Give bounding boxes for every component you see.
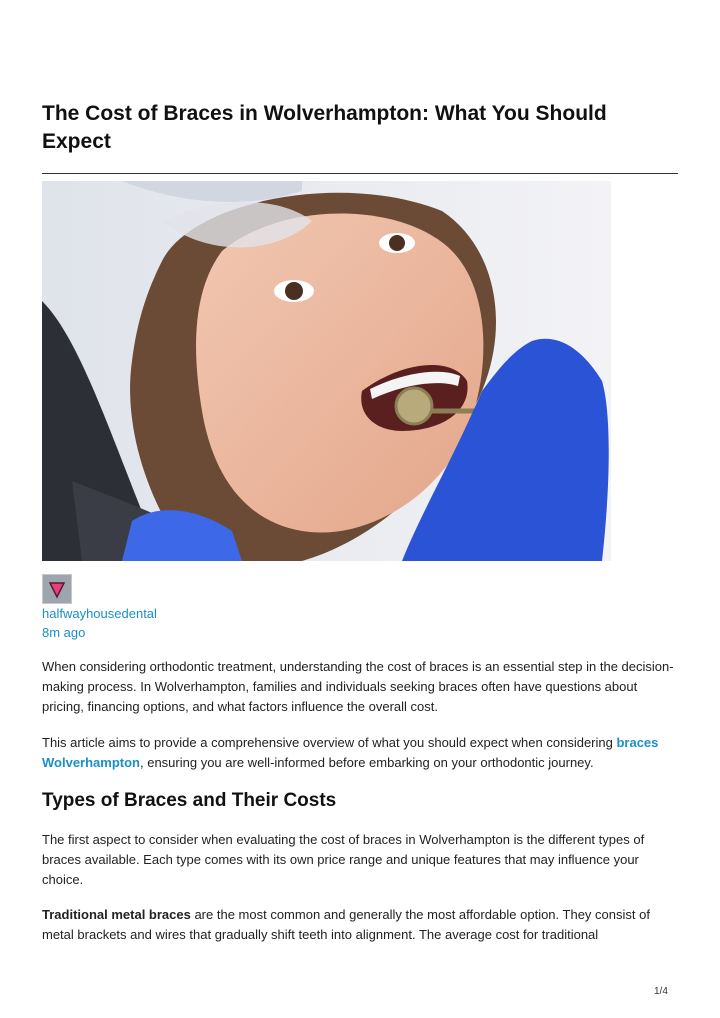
intro-paragraph: When considering orthodontic treatment, understanding the cost of braces is an essential step in the decision-making process. In Wolverhampton, families and individuals seeking braces often have questions about pricing, financing options, and what factors influence the overall cost. [42, 659, 674, 714]
section-heading: Types of Braces and Their Costs [42, 790, 337, 811]
aim-text-after: , ensuring you are well-informed before embarking on your orthodontic journey. [140, 755, 594, 770]
braces-wolverhampton-link[interactable]: braces Wolverhampton [42, 735, 659, 770]
aim-text-before: This article aims to provide a comprehensive overview of what you should expect when considering [42, 735, 617, 750]
post-time: 8m ago [42, 625, 86, 640]
pink-triangle-avatar-icon [43, 575, 71, 603]
author-name[interactable]: halfwayhousedental [42, 606, 157, 621]
author-avatar[interactable] [42, 574, 72, 604]
hero-image [42, 181, 611, 561]
article-title: The Cost of Braces in Wolverhampton: What You Should Expect [42, 102, 607, 153]
metal-braces-term: Traditional metal braces [42, 907, 191, 922]
aim-paragraph [42, 733, 678, 773]
page-number: 1/4 [654, 986, 668, 997]
title-divider [42, 173, 678, 174]
metal-braces-text: are the most common and generally the most affordable option. They consist of metal brackets and wires that gradually shift teeth into alignment. The average cost for traditional [42, 907, 650, 942]
types-paragraph: The first aspect to consider when evaluating the cost of braces in Wolverhampton is the different types of braces available. Each type comes with its own price range and unique features that may influence your choice. [42, 832, 645, 887]
metal-braces-paragraph [42, 905, 678, 945]
